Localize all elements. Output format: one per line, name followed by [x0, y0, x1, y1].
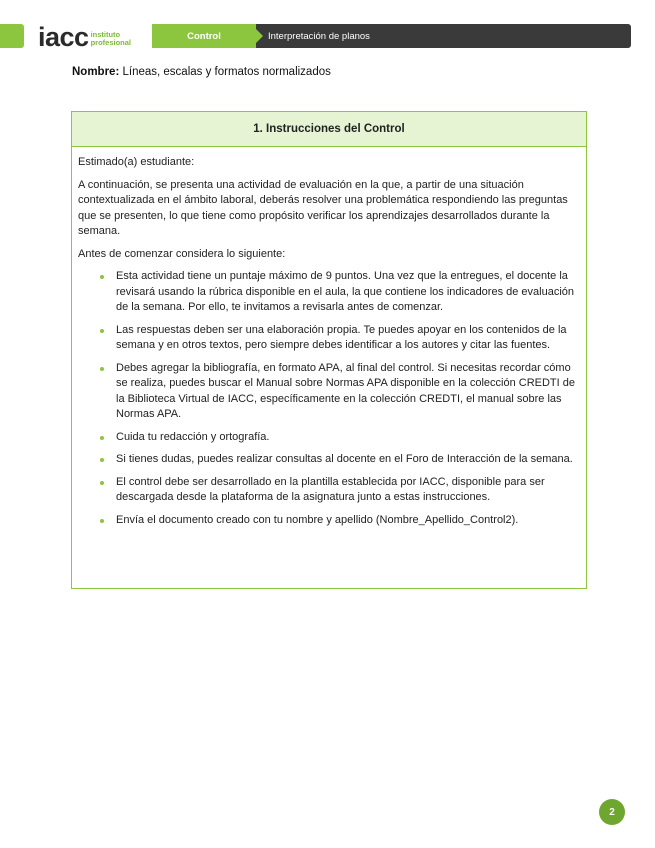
logo-subtitle-line-1: instituto	[90, 30, 121, 39]
breadcrumb	[152, 24, 631, 48]
list-item	[78, 430, 580, 446]
header-green-tab	[0, 24, 24, 48]
instructions-list	[78, 269, 580, 528]
bullet-icon	[100, 329, 104, 333]
before-start-text: Antes de comenzar considera lo siguiente:	[78, 247, 286, 260]
name-label: Nombre:	[72, 66, 120, 78]
bullet-icon	[100, 481, 104, 485]
bullet-icon	[100, 275, 104, 279]
instructions-title: 1. Instrucciones del Control	[72, 112, 586, 147]
iacc-logo	[38, 22, 131, 50]
list-item	[78, 513, 580, 529]
list-item-text: Envía el documento creado con tu nombre y apellido (Nombre_Apellido_Control2).	[116, 513, 519, 526]
bullet-icon	[100, 519, 104, 523]
list-item-text: Cuida tu redacción y ortografía.	[116, 430, 270, 443]
logo-wordmark: iacc	[38, 22, 89, 52]
page-header	[0, 24, 655, 50]
bullet-icon	[100, 367, 104, 371]
instructions-body	[72, 147, 586, 528]
list-item-text: El control debe ser desarrollado en la plantilla establecida por IACC, disponible para ser descargada desde la plataforma de la asignatura junto a estas instrucciones.	[116, 475, 545, 503]
bullet-icon	[100, 458, 104, 462]
breadcrumb-subject: Interpretación de planos	[256, 24, 631, 48]
intro-paragraph: A continuación, se presenta una actividad de evaluación en la que, a partir de una situación contextualizada en el ámbito laboral, deberás resolver una problemática respondiendo las preguntas que se presenten, lo que tiene como propósito verificar los aprendizajes desarrollados durante la semana.	[78, 178, 568, 237]
list-item	[78, 361, 580, 423]
list-item	[78, 323, 580, 354]
logo-subtitle	[91, 31, 131, 47]
logo-subtitle-line-2: profesional	[90, 38, 131, 47]
list-item	[78, 475, 580, 506]
breadcrumb-control: Control	[152, 24, 256, 48]
bullet-icon	[100, 436, 104, 440]
page-number: 2	[599, 799, 625, 825]
list-item	[78, 269, 580, 316]
document-name-line	[72, 66, 331, 78]
list-item-text: Si tienes dudas, puedes realizar consultas al docente en el Foro de Interacción de la semana.	[116, 453, 573, 465]
list-item	[78, 452, 580, 468]
greeting: Estimado(a) estudiante:	[78, 156, 195, 168]
list-item-text: Las respuestas deben ser una elaboración propia. Te puedes apoyar en los contenidos de la semana y en otros textos, pero siempre debes identificar a los autores y citar las fuentes.	[116, 323, 567, 351]
list-item-text: Esta actividad tiene un puntaje máximo de 9 puntos. Una vez que la entregues, el docente la revisará usando la rúbrica disponible en el aula, la que contiene los indicadores de evaluación de la semana. Por ello, te invitamos a revisarla antes de comenzar.	[116, 270, 575, 313]
name-value: Líneas, escalas y formatos normalizados	[122, 66, 331, 78]
list-item-text: Debes agregar la bibliografía, en formato APA, al final del control. Si necesitas recordar cómo se realiza, puedes buscar el Manual sobre Normas APA disponible en la colección CREDTI de la Biblioteca Virtual de IACC, específicamente en la colección CREDTI, el manual sobre las Normas APA.	[116, 361, 575, 420]
instructions-box	[71, 111, 587, 589]
